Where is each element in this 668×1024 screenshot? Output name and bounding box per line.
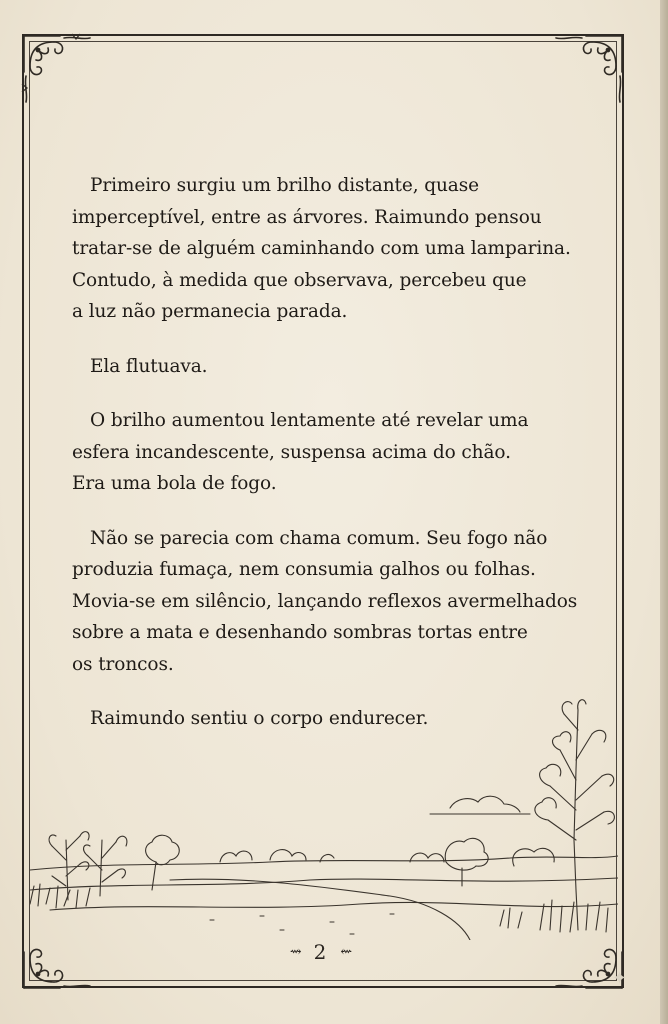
paragraph (72, 351, 592, 383)
text-line: Contudo, à medida que observava, percebeu que (72, 269, 527, 291)
paragraph (72, 523, 592, 681)
flourish-corner-icon (20, 32, 98, 110)
text-line: O brilho aumentou lentamente até revelar uma (90, 410, 529, 431)
arrow-ornament-left-icon: ⇝ (289, 944, 300, 960)
page-number: 2 (313, 940, 327, 964)
text-line: tratar-se de alguém caminhando com uma lamparina. (72, 238, 571, 259)
text-line: produzia fumaça, nem consumia galhos ou folhas. (72, 559, 536, 580)
paragraph (72, 405, 592, 500)
text-line: imperceptível, entre as árvores. Raimundo pensou (72, 206, 542, 228)
text-line: Não se parecia com chama comum. Seu fogo não (90, 527, 548, 549)
text-line: sobre a mata e desenhando sombras tortas entre (72, 622, 528, 643)
page-footer (0, 940, 640, 964)
landscape-illustration-icon (30, 690, 618, 940)
text-line: Ela flutuava. (90, 355, 208, 377)
page-edge (660, 0, 668, 1024)
text-line: Movia-se em silêncio, lançando reflexos avermelhados (72, 590, 578, 612)
sparkle-icon: ✦ (612, 968, 628, 989)
text-line: a luz não permanecia parada. (72, 301, 348, 322)
arrow-ornament-right-icon: ⇜ (340, 944, 351, 960)
text-line: os troncos. (72, 653, 174, 675)
text-line: Raimundo sentiu o corpo endurecer. (90, 708, 429, 729)
text-line: esfera incandescente, suspensa acima do chão. (72, 441, 511, 463)
paragraph (72, 170, 592, 328)
text-line: Primeiro surgiu um brilho distante, quase (90, 175, 479, 196)
story-text (72, 170, 592, 758)
flourish-corner-icon (548, 32, 626, 110)
text-line: Era uma bola de fogo. (72, 473, 277, 494)
